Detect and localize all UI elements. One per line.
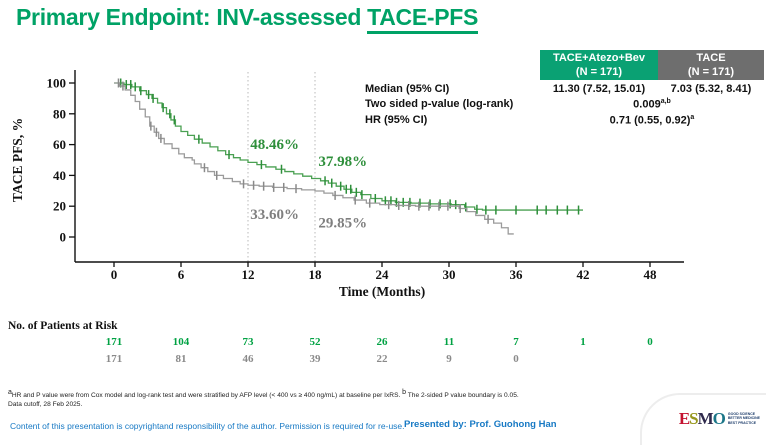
risk-count: 171 (105, 336, 123, 348)
risk-table-title: No. of Patients at Risk (8, 320, 118, 332)
stats-header-arm-atezo-bev (540, 50, 658, 80)
esmo-tagline-line: BETTER MEDICINE (727, 416, 760, 421)
x-tick-label: 30 (442, 267, 456, 282)
y-tick-label: 60 (53, 137, 66, 153)
esmo-logo (679, 410, 760, 427)
arm1-n: (N = 171) (575, 66, 623, 78)
stats-header-arm-tace (658, 50, 764, 80)
stats-table-header (365, 50, 764, 80)
risk-count: 104 (172, 336, 190, 348)
y-axis-title: TACE PFS, % (10, 117, 25, 203)
hr-value: 0.71 (0.55, 0.92)$^a$ (609, 113, 695, 127)
pvalue-label: Two sided p-value (log-rank) (365, 98, 514, 111)
title-underlined-text: TACE-PFS (367, 4, 478, 34)
y-tick-label: 100 (46, 75, 66, 91)
footnote-line1: $^a$HR and P value were from Cox model and log-rank test and were stratified by AFP level (< 400 vs ≥ 400 ng/mL) at baseline per IxRS. $^b$ The 2-sided P value boundary is 0.05. (8, 389, 519, 400)
stats-row-hr (365, 114, 764, 127)
landmark-annotation: 48.46% (250, 136, 299, 153)
risk-count: 11 (443, 336, 455, 348)
risk-count: 81 (175, 353, 187, 365)
arm2-n: (N = 171) (687, 66, 735, 78)
esmo-letter: M (697, 409, 713, 428)
risk-count: 39 (309, 353, 321, 365)
page-title (16, 4, 478, 31)
pvalue-value: 0.009$^{a,b}$ (633, 98, 671, 111)
x-tick-label: 24 (375, 267, 389, 282)
risk-count: 46 (242, 353, 254, 365)
risk-count: 22 (376, 353, 388, 365)
copyright-notice: Content of this presentation is copyrightand responsibility of the author. Permission is required for re-use. (10, 421, 405, 431)
title-text: Primary Endpoint: INV-assessed (16, 4, 368, 30)
risk-count: 0 (647, 336, 653, 348)
esmo-tagline-line: BEST PRACTICE (727, 420, 757, 425)
x-tick-label: 42 (576, 267, 590, 282)
risk-count: 7 (513, 336, 519, 348)
stats-row-pvalue (365, 98, 764, 111)
arm1-name: TACE+Atezo+Bev (552, 52, 646, 64)
x-tick-label: 0 (110, 267, 118, 282)
esmo-logo-letters (679, 410, 725, 427)
risk-count: 26 (376, 336, 388, 348)
esmo-letter: S (689, 409, 698, 428)
landmark-annotation: 29.85% (318, 215, 368, 232)
esmo-letter: O (712, 409, 725, 428)
risk-count: 1 (580, 336, 586, 348)
median-value-arm1: 11.30 (7.52, 15.01) (552, 83, 646, 95)
x-tick-label: 36 (509, 267, 523, 282)
x-axis-title: Time (Months) (338, 284, 426, 299)
risk-count: 52 (309, 336, 321, 348)
y-tick-label: 20 (53, 198, 66, 214)
esmo-footer-card (640, 393, 766, 445)
esmo-letter: E (678, 409, 690, 428)
pvalue-superscript: a,b (660, 98, 671, 105)
x-tick-label: 12 (241, 267, 255, 282)
median-label: Median (95% CI) (365, 83, 450, 95)
landmark-annotation: 33.60% (250, 206, 299, 223)
esmo-tagline (728, 412, 760, 425)
arm2-name: TACE (696, 52, 726, 64)
risk-count: 171 (105, 353, 123, 365)
risk-count: 0 (513, 353, 519, 365)
footnote-line2: Data cutoff, 28 Feb 2025. (8, 401, 83, 409)
y-tick-label: 40 (53, 167, 66, 183)
median-value-arm2: 7.03 (5.32, 8.41) (670, 83, 752, 95)
x-tick-label: 6 (177, 267, 185, 282)
stats-table (365, 50, 764, 126)
stats-header-spacer (365, 50, 540, 80)
x-tick-label: 18 (308, 267, 322, 282)
presented-by: Presented by: Prof. Guohong Han (404, 419, 557, 430)
esmo-tagline-line: GOOD SCIENCE (727, 411, 756, 416)
hr-superscript: a (690, 113, 695, 121)
stats-row-median (365, 83, 764, 95)
y-tick-label: 0 (59, 229, 66, 245)
hr-label: HR (95% CI) (365, 113, 428, 126)
risk-count: 73 (242, 336, 254, 348)
risk-count: 9 (446, 353, 452, 365)
landmark-annotation: 37.98% (318, 153, 368, 170)
footnote (8, 388, 760, 410)
y-tick-label: 80 (53, 106, 66, 122)
x-tick-label: 48 (643, 267, 657, 282)
